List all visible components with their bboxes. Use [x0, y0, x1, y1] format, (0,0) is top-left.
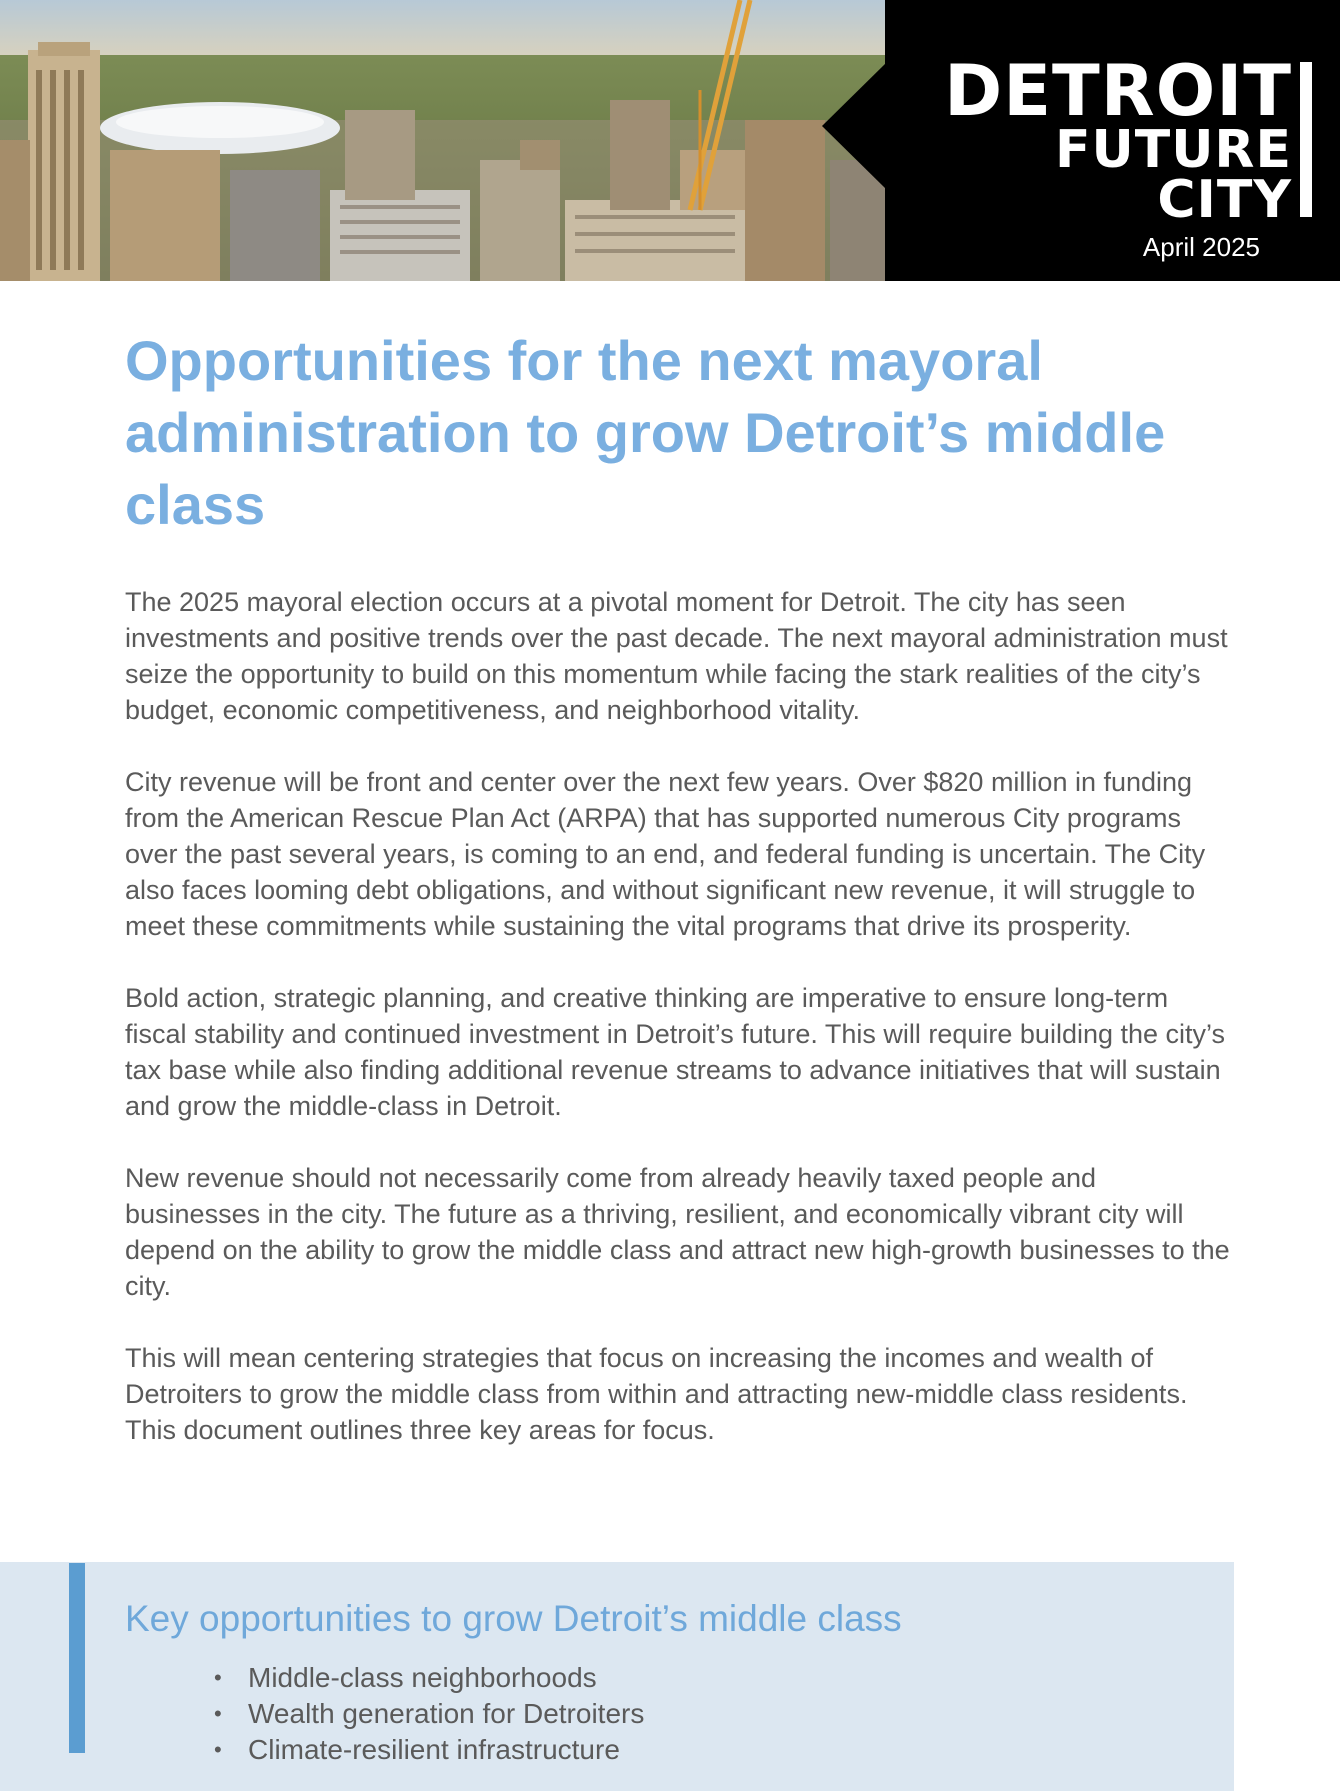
- publication-date: April 2025: [1142, 232, 1260, 262]
- logo-notch: [822, 63, 886, 189]
- paragraph: Bold action, strategic planning, and creative thinking are imperative to ensure long-term fiscal stability and continued investment in Detroit’s future. This will require building the city’s tax base while also finding additional revenue streams to advance initiatives that will sustain and grow the middle-class in Detroit.: [125, 983, 1226, 1121]
- paragraph: This will mean centering strategies that focus on increasing the incomes and wealth of Detroiters to grow the middle class from within and attracting new-middle class residents. This document outlines three key areas for focus.: [125, 1343, 1188, 1445]
- opportunities-list: [210, 1660, 644, 1768]
- paragraph: New revenue should not necessarily come from already heavily taxed people and businesses in the city. The future as a thriving, resilient, and economically vibrant city will depend on the ability to grow the middle class and attract new high-growth businesses to the city.: [125, 1163, 1230, 1301]
- logo-text-line-3: CITY: [1157, 170, 1292, 230]
- logo-text-line-2: FUTURE: [1054, 120, 1292, 180]
- document-title: Opportunities for the next mayoral administration to grow Detroit’s middle class: [125, 329, 1166, 536]
- list-item: • Climate-resilient infrastructure: [210, 1732, 644, 1768]
- skyline-photo: [0, 0, 885, 281]
- body-text: [125, 584, 1235, 1484]
- paragraph: City revenue will be front and center over the next few years. Over $820 million in funding from the American Rescue Plan Act (ARPA) that has supported numerous City programs over the past several years, is coming to an end, and federal funding is uncertain. The City also faces looming debt obligations, and without significant new revenue, it will struggle to meet these commitments while sustaining the vital programs that drive its prosperity.: [125, 767, 1206, 941]
- logo-text-line-1: DETROIT: [944, 50, 1292, 132]
- callout-title: Key opportunities to grow Detroit’s middle class: [125, 1598, 902, 1639]
- list-item: • Middle-class neighborhoods: [210, 1660, 644, 1696]
- callout-accent-bar: [69, 1563, 85, 1753]
- logo-vertical-bar: [1300, 62, 1312, 217]
- paragraph: The 2025 mayoral election occurs at a pivotal moment for Detroit. The city has seen investments and positive trends over the past decade. The next mayoral administration must seize the opportunity to build on this momentum while facing the stark realities of the city’s budget, economic competitiveness, and neighborhood vitality.: [125, 587, 1228, 725]
- skyline-illustration: [0, 0, 885, 281]
- list-item: • Wealth generation for Detroiters: [210, 1696, 644, 1732]
- header-banner: [0, 0, 1340, 281]
